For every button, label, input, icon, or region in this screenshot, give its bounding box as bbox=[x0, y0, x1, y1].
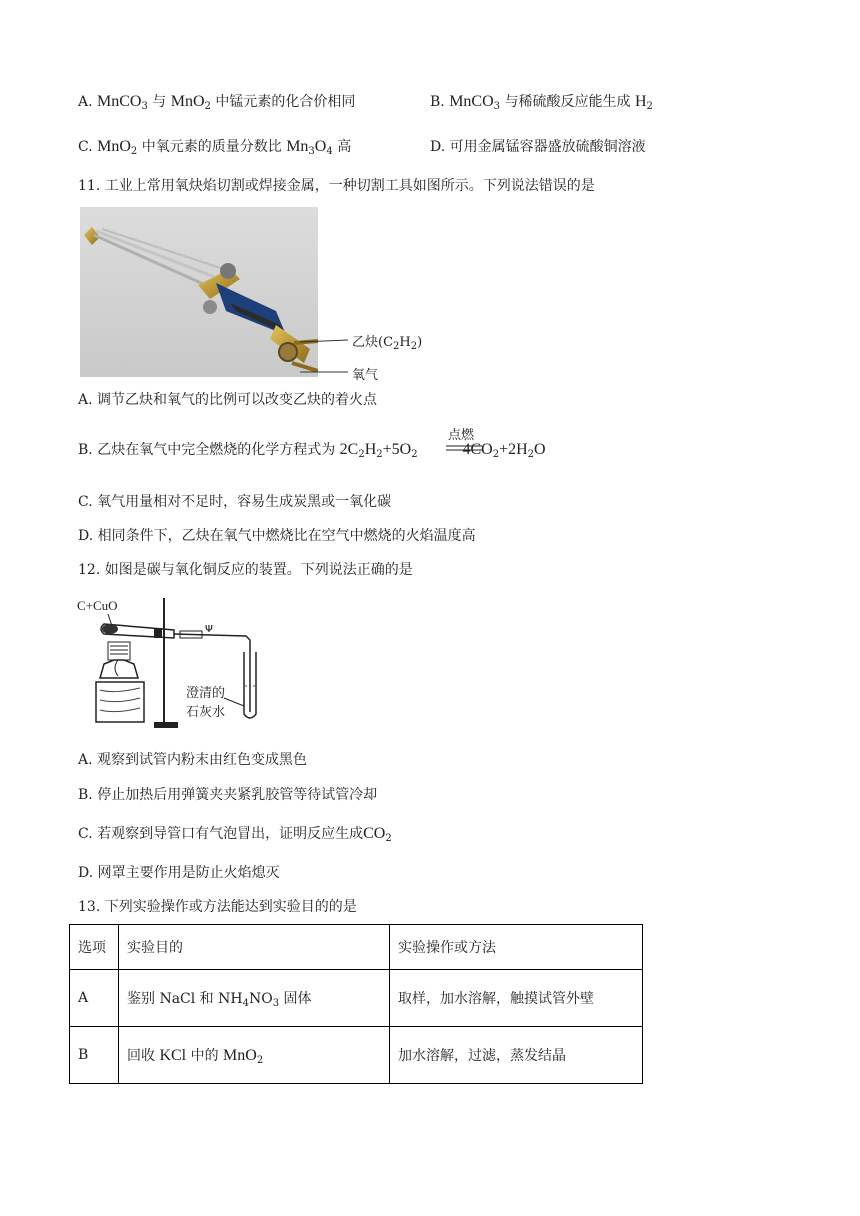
q10-option-d: D. 可用金属锰容器盛放硫酸铜溶液 bbox=[430, 139, 646, 155]
cutting-torch-illustration bbox=[80, 207, 318, 377]
q13-stem: 13. 下列实验操作或方法能达到实验目的的是 bbox=[78, 899, 357, 915]
limewater-label-1: 澄清的 bbox=[186, 686, 226, 701]
q11-option-d: D. 相同条件下，乙炔在氧气中燃烧比在空气中燃烧的火焰温度高 bbox=[78, 528, 476, 544]
q10-option-a: A. MnCO$_3$ 与 MnO$_2$ 中锰元素的化合价相同 bbox=[78, 93, 356, 112]
q12-option-b: B. 停止加热后用弹簧夹夹紧乳胶管等待试管冷却 bbox=[78, 787, 378, 803]
experiment-table bbox=[69, 924, 643, 1084]
q10-option-c: C. MnO$_2$ 中氧元素的质量分数比 $Mn_3O_4$ 高 bbox=[78, 138, 352, 157]
table-row bbox=[70, 970, 643, 1027]
row-a-option: A bbox=[70, 970, 119, 1027]
torch-callout-lines bbox=[300, 330, 360, 380]
q11-option-c: C. 氧气用量相对不足时，容易生成炭黑或一氧化碳 bbox=[78, 494, 392, 510]
q10-option-b: B. MnCO$_3$ 与稀硫酸反应能生成 $H_2$ bbox=[430, 93, 653, 112]
q11-option-b: B. 乙炔在氧气中完全燃烧的化学方程式为 $2C_2H_2+5O_2$ $4CO_2+2H_2O$ bbox=[78, 441, 546, 460]
reaction-equals-sign bbox=[446, 444, 482, 452]
q12-option-c: C. 若观察到导管口有气泡冒出，证明反应生成$CO_2$ bbox=[78, 825, 392, 844]
q11-stem: 11. 工业上常用氧炔焰切割或焊接金属，一种切割工具如图所示。下列说法错误的是 bbox=[78, 178, 595, 194]
row-b-goal: 回收 KCl 中的 MnO$_2$ bbox=[119, 1027, 390, 1084]
reaction-condition: 点燃 bbox=[448, 428, 475, 443]
oxygen-label: 氧气 bbox=[352, 368, 379, 383]
reactant-label: C+CuO bbox=[77, 598, 118, 613]
header-goal: 实验目的 bbox=[119, 925, 390, 970]
table-row bbox=[70, 1027, 643, 1084]
carbon-copper-oxide-apparatus bbox=[74, 594, 274, 734]
q12-option-d: D. 网罩主要作用是防止火焰熄灭 bbox=[78, 865, 280, 881]
table-header-row bbox=[70, 925, 643, 970]
q11-option-a: A. 调节乙炔和氧气的比例可以改变乙炔的着火点 bbox=[78, 392, 378, 408]
row-a-method: 取样，加水溶解，触摸试管外壁 bbox=[390, 970, 643, 1027]
q12-stem: 12. 如图是碳与氧化铜反应的装置。下列说法正确的是 bbox=[78, 562, 413, 578]
header-option: 选项 bbox=[70, 925, 119, 970]
row-a-goal: 鉴别 NaCl 和 $NH_4NO_3$ 固体 bbox=[119, 970, 390, 1027]
acetylene-label: 乙炔$(C_2H_2)$ bbox=[352, 335, 423, 352]
q12-option-a: A. 观察到试管内粉末由红色变成黑色 bbox=[78, 752, 308, 768]
row-b-option: B bbox=[70, 1027, 119, 1084]
row-b-method: 加水溶解，过滤，蒸发结晶 bbox=[390, 1027, 643, 1084]
svg-text:Ψ: Ψ bbox=[205, 624, 213, 635]
header-method: 实验操作或方法 bbox=[390, 925, 643, 970]
limewater-label-2: 石灰水 bbox=[186, 705, 226, 720]
cutting-torch-photo bbox=[80, 207, 318, 377]
apparatus-diagram bbox=[74, 594, 274, 734]
